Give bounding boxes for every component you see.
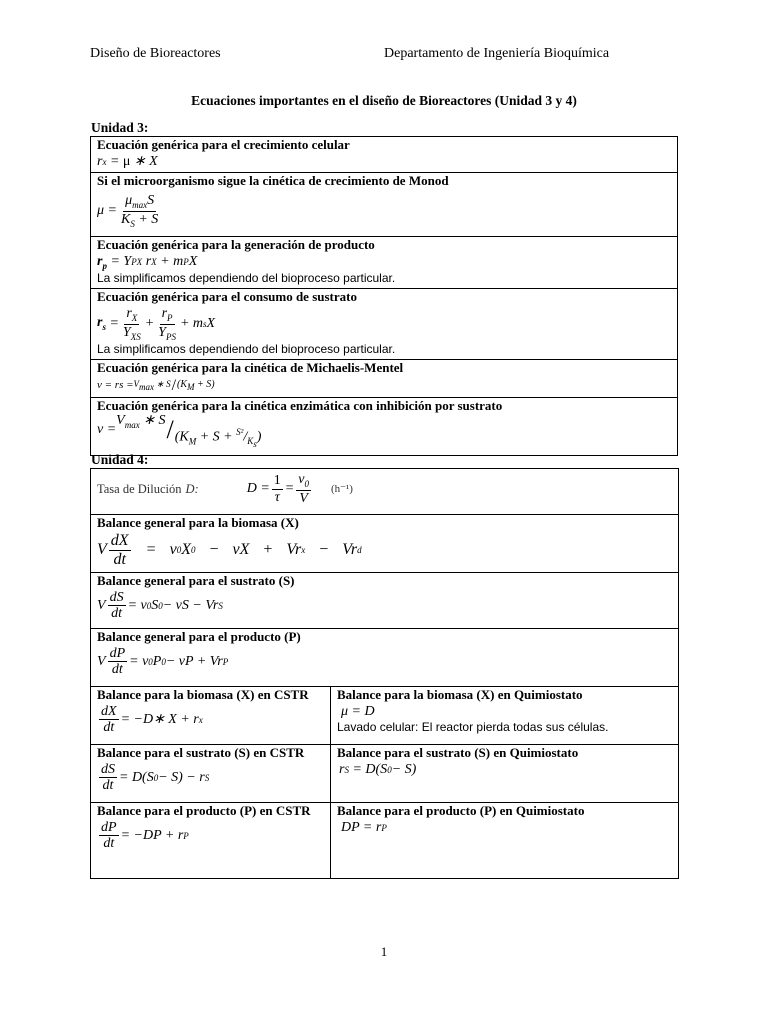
table-cell bbox=[91, 137, 678, 173]
table-cell bbox=[91, 289, 678, 360]
table-row bbox=[91, 289, 678, 360]
row-note: La simplificamos dependiendo del bioproceso particular. bbox=[97, 271, 396, 286]
row-title: Balance para el producto (P) en CSTR bbox=[97, 803, 311, 818]
row-title: Balance para la biomasa (X) en CSTR bbox=[97, 687, 309, 702]
table-row bbox=[91, 687, 679, 745]
unit3-table bbox=[90, 136, 678, 456]
table-row bbox=[91, 629, 679, 687]
table-cell bbox=[91, 803, 331, 879]
row-title: Balance para el producto (P) en Quimiostato bbox=[337, 803, 585, 818]
row-title: Balance general para el producto (P) bbox=[97, 629, 301, 644]
table-row bbox=[91, 469, 679, 515]
row-note: Lavado celular: El reactor pierda todas sus células. bbox=[337, 720, 609, 735]
row-title: Balance general para el sustrato (S) bbox=[97, 573, 295, 588]
table-row bbox=[91, 173, 678, 237]
table-cell bbox=[91, 745, 331, 803]
table-cell bbox=[331, 803, 679, 879]
page-number: 1 bbox=[380, 944, 388, 959]
equation: $r_s$ = $\frac{r_X}{Y_{XS}}$ + $\frac{r_P}{Y_{PS}}$ + m s X bbox=[97, 305, 216, 342]
row-title: Ecuación genérica para la cinética enzimática con inhibición por sustrato bbox=[97, 397, 503, 413]
table-cell bbox=[91, 687, 331, 745]
table-cell bbox=[91, 515, 679, 573]
equation: v = $V_{max}$ ∗ S / $(K_M + S + ^{S^2}/_{K_s})$ bbox=[97, 413, 262, 449]
row-note: La simplificamos dependiendo del bioproceso particular. bbox=[97, 341, 396, 356]
table-row bbox=[91, 359, 678, 397]
table-row bbox=[91, 803, 679, 879]
table-cell bbox=[91, 629, 679, 687]
table-cell bbox=[331, 687, 679, 745]
table-cell bbox=[91, 237, 678, 289]
table-row bbox=[91, 573, 679, 629]
table-cell bbox=[91, 573, 679, 629]
equation: r x = μ ∗ X bbox=[97, 153, 158, 169]
table-row bbox=[91, 745, 679, 803]
equation: V $\frac{dP}{dt}$ = v 0 P 0 − vP + Vr P bbox=[97, 645, 229, 678]
row-title: Ecuación genérica para la cinética de Michaelis-Mentel bbox=[97, 359, 404, 375]
header-left: Diseño de Bioreactores bbox=[90, 46, 221, 61]
unit3-label: Unidad 3: bbox=[91, 120, 149, 135]
dilution-symbol: D bbox=[185, 482, 195, 497]
table-cell bbox=[91, 469, 679, 515]
equation: $\frac{dP}{dt}$ = −DP + r P bbox=[101, 819, 189, 852]
row-title: Balance para el sustrato (S) en CSTR bbox=[97, 745, 305, 760]
equation: r S = D(S 0 − S) bbox=[339, 761, 417, 777]
table-row bbox=[91, 137, 678, 173]
table-row bbox=[91, 515, 679, 573]
document-title: Ecuaciones importantes en el diseño de Bioreactores (Unidad 3 y 4) bbox=[191, 93, 577, 108]
row-title: Si el microorganismo sigue la cinética de crecimiento de Monod bbox=[97, 173, 449, 189]
table-cell bbox=[331, 745, 679, 803]
row-title: Balance general para la biomasa (X) bbox=[97, 515, 299, 530]
dilution-label: Tasa de Dilución bbox=[97, 482, 182, 497]
equation: $\frac{dS}{dt}$ = D(S 0 − S) − r S bbox=[101, 761, 210, 794]
row-title: Ecuación genérica para el crecimiento celular bbox=[97, 137, 350, 152]
dilution-units: (h⁻¹) bbox=[330, 483, 353, 496]
equation: v = rs = $V_{max}$ ∗ S / $(K_M + S)$ bbox=[97, 376, 215, 394]
equation: DP = r P bbox=[341, 819, 387, 835]
equation: $\frac{dX}{dt}$ = −D∗ X + r x bbox=[101, 703, 203, 736]
table-cell bbox=[91, 397, 678, 455]
equation: V $\frac{dX}{dt}$ = v 0 X 0 − vX + Vr x − Vr d bbox=[97, 531, 362, 568]
table-cell bbox=[91, 173, 678, 237]
row-title: Balance para el sustrato (S) en Quimiostato bbox=[337, 745, 579, 760]
dilution-equation: Tasa de Dilución D : D = $\frac{1}{\tau}$ = $\frac{v_0}{V}$ (h⁻¹) bbox=[97, 472, 353, 506]
header-right: Departamento de Ingeniería Bioquímica bbox=[384, 46, 610, 61]
unit4-table bbox=[90, 468, 679, 879]
equation: μ = $\frac{\mu_{max}S}{K_S + S}$ bbox=[97, 192, 159, 229]
equation: $r_p$ = Y PX r X + m P X bbox=[97, 253, 198, 271]
table-cell bbox=[91, 359, 678, 397]
equation: μ = D bbox=[341, 703, 375, 719]
table-row bbox=[91, 397, 678, 455]
row-title: Balance para la biomasa (X) en Quimiostato bbox=[337, 687, 583, 702]
row-title: Ecuación genérica para el consumo de sustrato bbox=[97, 289, 357, 305]
table-row bbox=[91, 237, 678, 289]
unit4-label: Unidad 4: bbox=[91, 452, 149, 467]
equation: V $\frac{dS}{dt}$ = v 0 S 0 − vS − Vr S bbox=[97, 589, 223, 622]
row-title: Ecuación genérica para la generación de producto bbox=[97, 237, 375, 253]
